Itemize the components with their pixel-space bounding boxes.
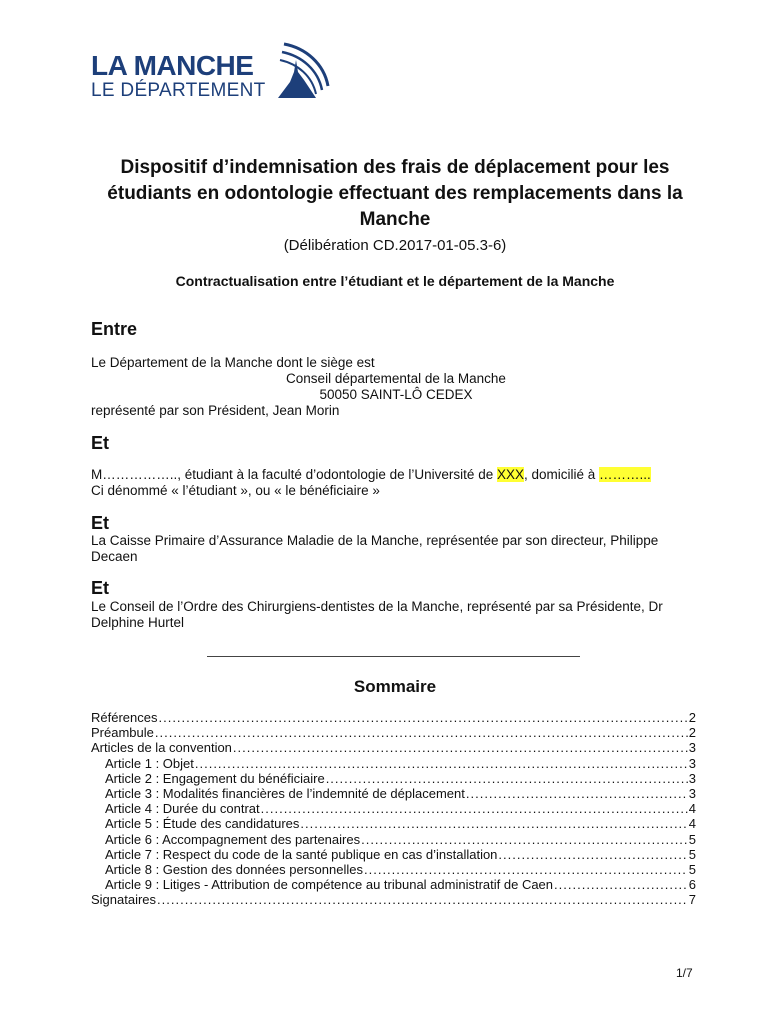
toc-entry-article-8[interactable]: Article 8 : Gestion des données personnelles ..... 5 — [91, 862, 696, 877]
student-party — [91, 467, 701, 499]
toc-entry-article-6[interactable]: Article 6 : Accompagnement des partenaires ..... 5 — [91, 832, 696, 847]
department-line-2: Conseil départemental de la Manche — [286, 371, 506, 386]
logo-title: LA MANCHE — [91, 50, 254, 81]
separator-line — [207, 656, 580, 657]
heading-et-2: Et — [91, 513, 109, 533]
department-line-4: représenté par son Président, Jean Morin — [91, 403, 340, 418]
department-line-3: 50050 SAINT-LÔ CEDEX — [319, 387, 473, 402]
toc-entry-article-4[interactable]: Article 4 : Durée du contrat ..... 4 — [91, 801, 696, 816]
student-designation: Ci dénommé « l’étudiant », ou « le bénéficiaire » — [91, 483, 380, 498]
contract-heading: Contractualisation entre l’étudiant et le département de la Manche — [175, 273, 615, 289]
toc-entry-signataires[interactable]: Signataires ..... 7 — [91, 892, 696, 907]
department-party — [91, 355, 701, 419]
toc-entry-articles[interactable]: Articles de la convention ..... 3 — [91, 740, 696, 755]
heading-et-3: Et — [91, 578, 109, 598]
toc-entry-article-1[interactable]: Article 1 : Objet ..... 3 — [91, 756, 696, 771]
la-manche-logo — [91, 42, 336, 102]
mont-saint-michel-icon — [276, 42, 332, 100]
toc-entry-article-5[interactable]: Article 5 : Étude des candidatures ..... 4 — [91, 816, 696, 831]
department-line-1: Le Département de la Manche dont le siège est — [91, 355, 375, 370]
domicile-placeholder: ………... — [599, 467, 651, 482]
university-placeholder: XXX — [496, 467, 524, 482]
table-of-contents — [91, 710, 696, 907]
toc-entry-article-3[interactable]: Article 3 : Modalités financières de l’indemnité de déplacement ..... 3 — [91, 786, 696, 801]
toc-entry-article-7[interactable]: Article 7 : Respect du code de la santé publique en cas d’installation ..... 5 — [91, 847, 696, 862]
ordre-party: Le Conseil de l’Ordre des Chirurgiens-dentistes de la Manche, représenté par sa Présidente, Dr Delphine Hurtel — [91, 599, 663, 630]
student-text-1: étudiant à la faculté d’odontologie de l’Université de — [181, 467, 497, 482]
heading-entre: Entre — [91, 319, 138, 339]
student-text-2: , domicilié à — [523, 467, 600, 482]
toc-entry-references[interactable]: Références ..... 2 — [91, 710, 696, 725]
toc-entry-article-2[interactable]: Article 2 : Engagement du bénéficiaire ..... 3 — [91, 771, 696, 786]
cpam-party: La Caisse Primaire d’Assurance Maladie de la Manche, représentée par son directeur, Philippe Decaen — [91, 533, 659, 564]
sommaire-heading: Sommaire — [353, 677, 437, 696]
deliberation-reference: (Délibération CD.2017-01-05.3-6) — [283, 237, 507, 254]
document-title: Dispositif d’indemnisation des frais de déplacement pour les étudiants en odontologie effectuant des remplacements dans la Manche — [107, 157, 683, 230]
logo-subtitle: LE DÉPARTEMENT — [91, 80, 266, 101]
student-name-placeholder: M…………….., — [91, 467, 181, 482]
toc-entry-article-9[interactable]: Article 9 : Litiges - Attribution de compétence au tribunal administratif de Caen ..... 6 — [91, 877, 696, 892]
heading-et-1: Et — [91, 433, 109, 453]
toc-entry-preambule[interactable]: Préambule ..... 2 — [91, 725, 696, 740]
page-number: 1/7 — [676, 966, 693, 980]
